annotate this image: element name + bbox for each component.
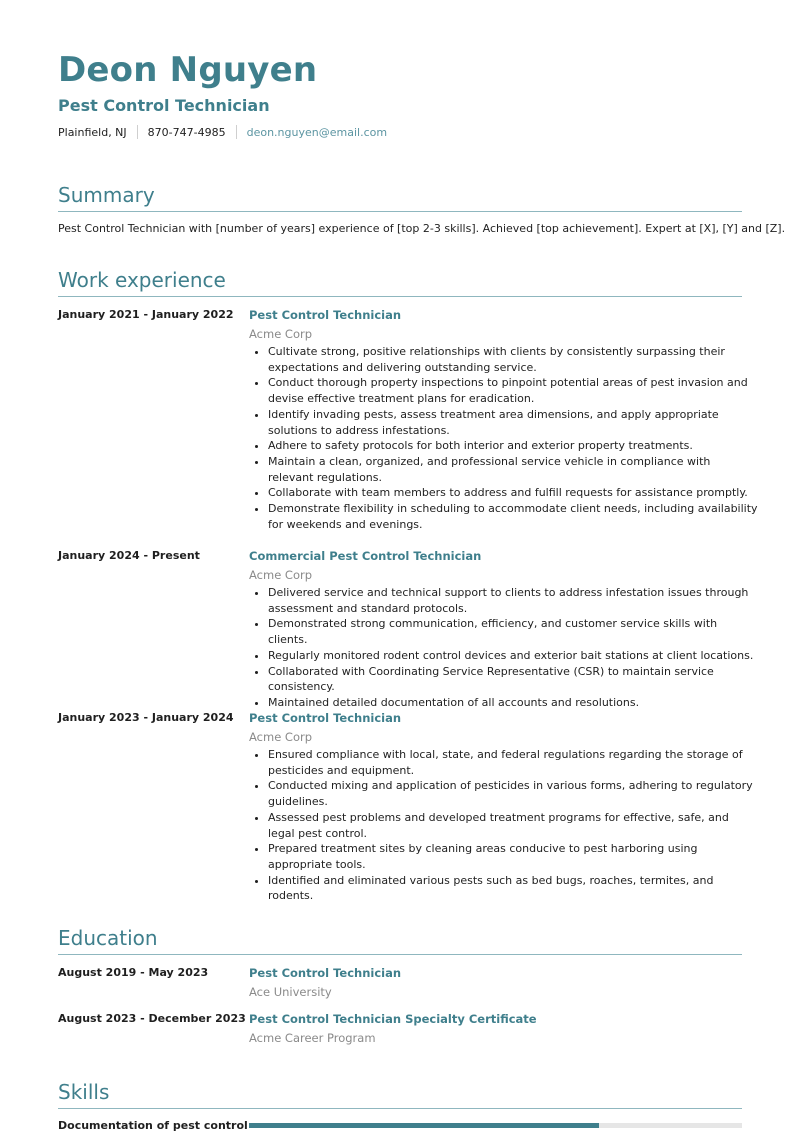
- skills-heading: Skills: [58, 1080, 742, 1109]
- bullet-item: • Conduct thorough property inspections to pinpoint potential areas of pest invasion and devise effective treatment plans for eradication.: [268, 375, 758, 406]
- bullet-item: • Ensured compliance with local, state, and federal regulations regarding the storage of pesticides and equipment.: [268, 747, 758, 778]
- contact-divider: [236, 125, 237, 139]
- candidate-name: Deon Nguyen: [58, 50, 318, 90]
- skill-name: Documentation of pest control: [58, 1119, 248, 1132]
- entry-bullets: [249, 585, 758, 711]
- summary-heading: Summary: [58, 183, 742, 212]
- entry-role: Commercial Pest Control Technician: [249, 549, 482, 563]
- bullet-item: • Maintained detailed documentation of all accounts and resolutions.: [268, 695, 758, 711]
- entry-organization: Acme Corp: [249, 730, 313, 744]
- entry-date: January 2023 - January 2024: [58, 711, 234, 724]
- entry-organization: Acme Corp: [249, 568, 313, 582]
- entry-institution: Acme Career Program: [249, 1031, 376, 1045]
- skill-level-bar: [249, 1123, 742, 1128]
- entry-degree: Pest Control Technician: [249, 966, 402, 980]
- bullet-item: • Cultivate strong, positive relationships with clients by consistently surpassing their expectations and delivering outstanding service.: [268, 344, 758, 375]
- bullet-item: • Adhere to safety protocols for both interior and exterior property treatments.: [268, 438, 758, 454]
- bullet-item: • Collaborated with Coordinating Service Representative (CSR) to maintain service consistency.: [268, 664, 758, 695]
- bullet-item: • Demonstrate flexibility in scheduling to accommodate client needs, including availability for weekends and evenings.: [268, 501, 758, 532]
- entry-role: Pest Control Technician: [249, 308, 402, 322]
- entry-institution: Ace University: [249, 985, 332, 999]
- bullet-item: • Delivered service and technical support to clients to address infestation issues through assessment and standard protocols.: [268, 585, 758, 616]
- bullet-item: • Assessed pest problems and developed treatment programs for effective, safe, and legal pest control.: [268, 810, 758, 841]
- work-experience-heading: Work experience: [58, 268, 742, 297]
- bullet-item: • Collaborate with team members to address and fulfill requests for assistance promptly.: [268, 485, 758, 501]
- bullet-item: • Identify invading pests, assess treatment area dimensions, and apply appropriate solutions to address infestations.: [268, 407, 758, 438]
- phone-text: 870-747-4985: [147, 125, 226, 139]
- skill-level-fill: [249, 1123, 599, 1128]
- entry-bullets: [249, 344, 758, 532]
- entry-date: August 2023 - December 2023: [58, 1012, 246, 1025]
- entry-degree: Pest Control Technician Specialty Certificate: [249, 1012, 537, 1026]
- skill-row: [58, 1119, 742, 1139]
- bullet-item: • Maintain a clean, organized, and professional service vehicle in compliance with relevant regulations.: [268, 454, 758, 485]
- bullet-item: • Identified and eliminated various pests such as bed bugs, roaches, termites, and rodents.: [268, 873, 758, 904]
- entry-date: January 2024 - Present: [58, 549, 200, 562]
- entry-role: Pest Control Technician: [249, 711, 402, 725]
- candidate-title: Pest Control Technician: [58, 96, 270, 115]
- entry-date: January 2021 - January 2022: [58, 308, 234, 321]
- location-text: Plainfield, NJ: [58, 125, 127, 139]
- entry-bullets: [249, 747, 758, 904]
- bullet-item: • Demonstrated strong communication, efficiency, and customer service skills with clients.: [268, 616, 758, 647]
- education-heading: Education: [58, 926, 742, 955]
- summary-text: Pest Control Technician with [number of years] experience of [top 2-3 skills]. Achieved [top achievement]. Expert at [X], [Y] and [Z].: [58, 222, 786, 235]
- bullet-item: • Prepared treatment sites by cleaning areas conducive to pest harboring using appropriate tools.: [268, 841, 758, 872]
- bullet-item: • Regularly monitored rodent control devices and exterior bait stations at client locations.: [268, 648, 758, 664]
- contact-row: [58, 124, 387, 140]
- entry-date: August 2019 - May 2023: [58, 966, 209, 979]
- email-link[interactable]: deon.nguyen@email.com: [246, 125, 388, 139]
- contact-divider: [137, 125, 138, 139]
- bullet-item: • Conducted mixing and application of pesticides in various forms, adhering to regulatory guidelines.: [268, 778, 758, 809]
- entry-organization: Acme Corp: [249, 327, 313, 341]
